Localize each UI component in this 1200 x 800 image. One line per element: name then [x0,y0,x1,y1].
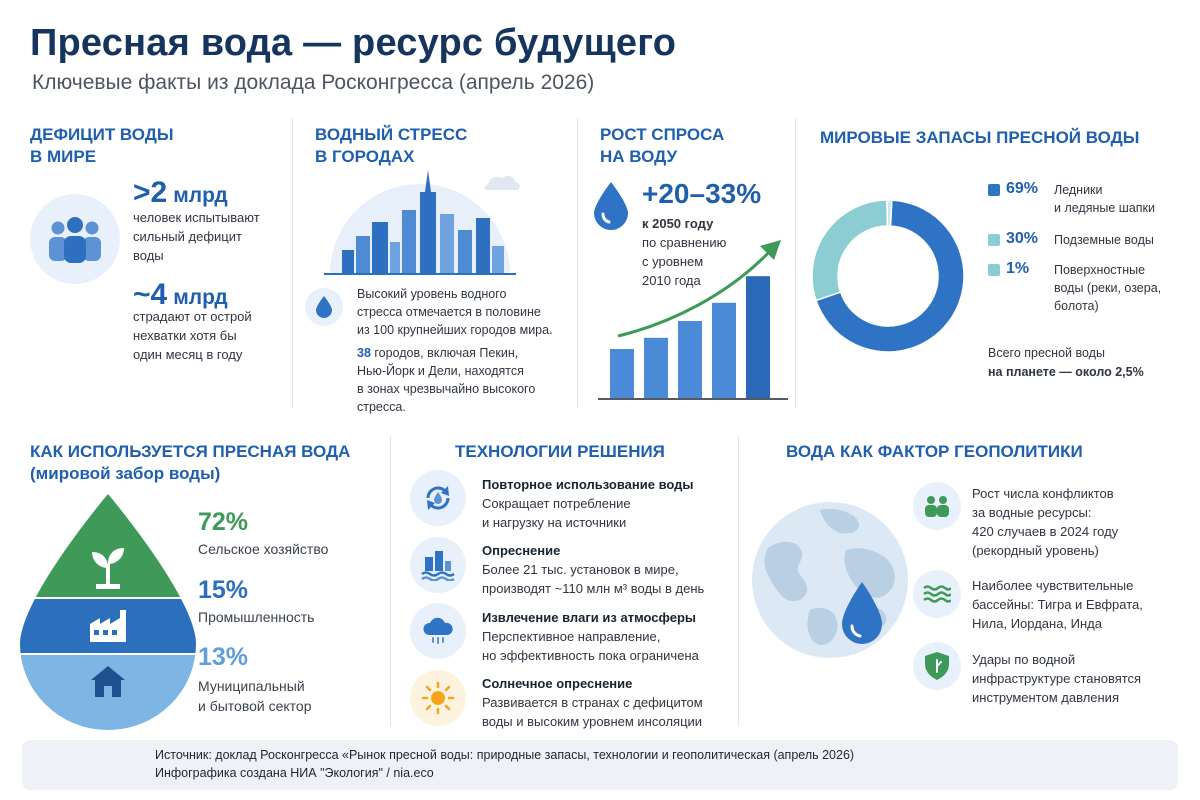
demand-bar [746,276,770,398]
geo-item-conflicts: Рост числа конфликтов за водные ресурсы: 420 случаев в 2024 году (рекордный уровень) [972,486,1119,558]
geo-item-basins: Наиболее чувствительные бассейны: Тигра и Евфрата, Нила, Иордана, Инда [972,578,1143,631]
footer-source: Источник: доклад Росконгресса «Рынок пресной воды: природные запасы, технологии и геополитическая (апрель 2026) [155,748,855,762]
legend-swatch [988,264,1000,276]
people-icon [30,194,120,284]
legend-label: Ледники и ледяные шапки [1054,183,1156,215]
geo-item-infrastructure: Удары по водной инфраструктуре становятся инструментом давления [972,652,1142,705]
deficit-title: ДЕФИЦИТ ВОДЫ В МИРЕ [30,125,174,166]
usage-drop-chart [20,494,196,730]
footer [22,740,1178,790]
divider [390,436,391,726]
cloud-icon [410,603,466,659]
demand-bar [678,321,702,398]
shield-icon [913,642,961,690]
legend-pct: 1% [1006,260,1030,277]
demand-bar [712,303,736,398]
reserves-donut-chart [808,178,968,374]
demand-text: к 2050 году по сравнению с уровнем 2010 года [642,216,727,288]
legend-label: Поверхностные воды (реки, озера, болота) [1054,263,1162,313]
stress-text2: 38 городов, включая Пекин, Нью-Йорк и Дели, находятся в зонах чрезвычайно высокого стресса. [357,346,536,414]
reserves-total: Всего пресной воды на планете — около 2,5% [988,346,1144,379]
usage-item-agriculture: 72% Сельское хозяйство [198,508,329,557]
demand-bar [610,349,634,398]
tech-title: ТЕХНОЛОГИИ РЕШЕНИЯ [455,442,665,461]
water-drop-icon [305,288,343,326]
sun-icon [410,670,466,726]
page-subtitle: Ключевые факты из доклада Росконгресса (апрель 2026) [32,71,595,94]
usage-item-municipal: 13% Муниципальный и бытовой сектор [198,643,312,714]
divider [577,118,578,408]
legend-pct: 30% [1006,230,1039,247]
usage-item-industry: 15% Промышленность [198,576,315,625]
divider [795,118,796,408]
desalination-plant-icon [410,537,466,593]
deficit-stat1-text: человек испытывают сильный дефицит воды [133,210,260,263]
people-conflict-icon [913,482,961,530]
divider [738,436,739,726]
legend-swatch [988,234,1000,246]
reserves-slice [812,200,887,300]
footer-credit: Инфографика создана НИА "Экология" / nia.eco [155,766,434,780]
usage-title: КАК ИСПОЛЬЗУЕТСЯ ПРЕСНАЯ ВОДА (мировой забор воды) [30,442,351,483]
legend-swatch [988,184,1000,196]
deficit-stat1: >2 млрд [133,176,228,209]
legend-pct: 69% [1006,180,1039,197]
divider [292,118,293,408]
deficit-stat2-text: страдают от острой нехватки хотя бы один месяц в году [133,309,252,362]
legend-label: Подземные воды [1054,233,1154,247]
reserves-title: МИРОВЫЕ ЗАПАСЫ ПРЕСНОЙ ВОДЫ [820,128,1140,147]
tech-item: Солнечное опреснение Развивается в странах с дефицитом воды и высоким уровнем инсоляции [482,676,703,729]
page-title: Пресная вода — ресурс будущего [30,22,677,64]
globe-icon [750,490,910,670]
tech-item: Повторное использование воды Сокращает потребление и нагрузку на источники [482,477,694,530]
stress-title: ВОДНЫЙ СТРЕСС В ГОРОДАХ [315,125,468,166]
reserves-slice [887,200,892,226]
demand-bar-chart [598,236,788,404]
tech-item: Опреснение Более 21 тыс. установок в мире, производят ~110 млн м³ воды в день [482,543,705,596]
city-skyline-icon [320,162,520,276]
demand-bar [644,338,668,398]
demand-title: РОСТ СПРОСА НА ВОДУ [600,125,725,166]
waves-icon [913,570,961,618]
stress-text1: Высокий уровень водного стресса отмечается в половине из 100 крупнейших городов мира. [357,287,553,337]
deficit-stat2: ~4 млрд [133,278,228,311]
recycle-water-icon [410,470,466,526]
demand-value: +20–33% [642,178,762,209]
geo-title: ВОДА КАК ФАКТОР ГЕОПОЛИТИКИ [786,442,1083,461]
tech-item: Извлечение влаги из атмосферы Перспективное направление, но эффективность пока ограничена [482,610,699,663]
water-drop-icon [594,182,628,235]
